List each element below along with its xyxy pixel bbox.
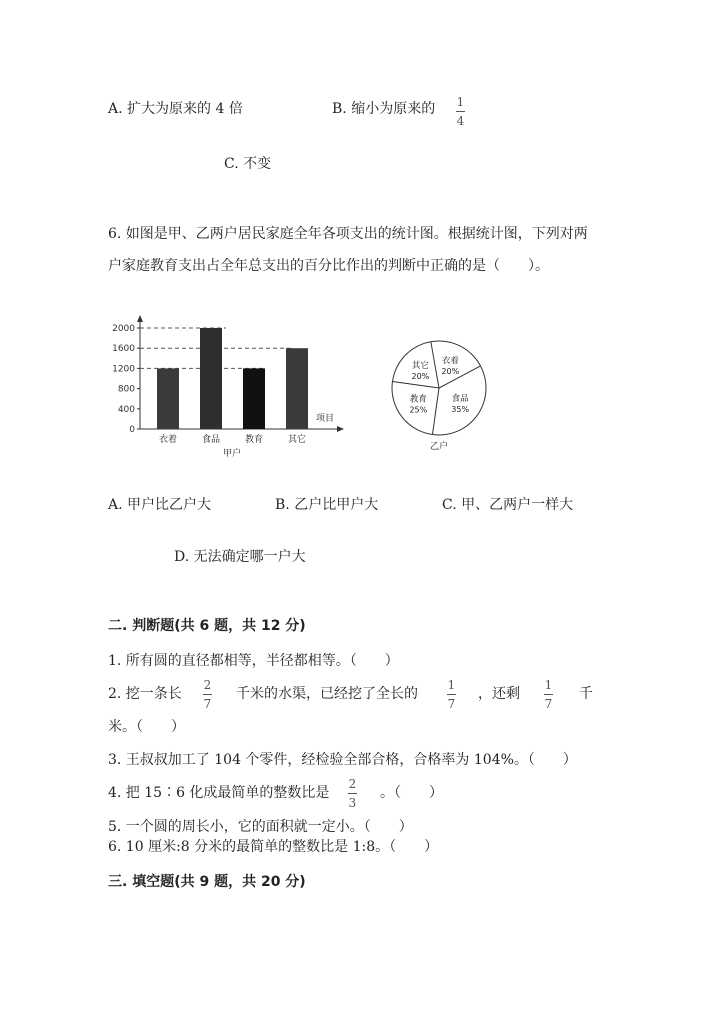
slice-value: 20% (441, 366, 460, 376)
fraction-denominator: 7 (544, 697, 553, 711)
y-tick-label: 1600 (112, 344, 135, 355)
judge-q2-part4: 千 (579, 686, 593, 702)
category-label: 其它 (287, 435, 307, 445)
slice-value: 25% (409, 405, 428, 415)
slice-label-教育: 教育 (409, 394, 427, 405)
judge-q4-part2: 。（ ） (380, 785, 443, 801)
y-tick-label: 1200 (112, 364, 135, 375)
q6-option-b: B. 乙户比甲户大 (275, 497, 379, 513)
judge-q2-part1: 2. 挖一条长 (108, 686, 182, 702)
q6-stem-line2: 户家庭教育支出占全年总支出的百分比作出的判断中正确的是（ ）。 (108, 258, 549, 274)
section3-title: 三. 填空题(共 9 题，共 20 分) (108, 874, 306, 890)
judge-q2-part2: 千米的水渠，已经挖了全长的 (236, 686, 418, 702)
x-axis-arrow-icon (337, 426, 344, 432)
category-label: 教育 (244, 435, 264, 445)
category-label: 食品 (201, 435, 221, 445)
q6-option-c: C. 甲、乙两户一样大 (442, 497, 574, 513)
judge-q1: 1. 所有圆的直径都相等，半径都相等。（ ） (108, 653, 399, 669)
q5-option-b: B. 缩小为原来的 (332, 101, 436, 117)
fraction-numerator: 1 (447, 678, 456, 692)
judge-q2-part5: 米。（ ） (108, 719, 185, 735)
q6-option-d: D. 无法确定哪一户大 (174, 549, 306, 565)
y-tick-label: 800 (117, 384, 135, 395)
category-label: 衣着 (158, 435, 178, 445)
fraction-denominator: 7 (447, 697, 456, 711)
q6-option-a: A. 甲户比乙户大 (108, 497, 212, 513)
fraction-denominator: 4 (456, 114, 465, 128)
judge-q6: 6. 10 厘米:8 分米的最简单的整数比是 1:8。（ ） (108, 839, 439, 855)
slice-label-食品: 食品 (451, 393, 469, 404)
y-tick-label: 2000 (112, 324, 135, 334)
q5-option-c: C. 不变 (224, 156, 272, 172)
fraction-denominator: 7 (203, 697, 212, 711)
section2-title: 二. 判断题(共 6 题，共 12 分) (108, 618, 306, 634)
bar-食品 (200, 328, 222, 429)
q5-option-a: A. 扩大为原来的 4 倍 (108, 101, 243, 117)
pie-chart-yi (390, 340, 500, 455)
y-tick-label: 0 (129, 425, 135, 435)
fraction-denominator: 3 (348, 796, 357, 810)
x-axis-title: 甲户 (222, 449, 242, 459)
judge-q2-fraction1 (203, 678, 212, 711)
pie-title: 乙户 (429, 442, 449, 452)
x-axis-unit-label: 项目 (316, 414, 335, 424)
judge-q3: 3. 王叔叔加工了 104 个零件，经检验全部合格，合格率为 104%。（ ） (108, 752, 577, 768)
judge-q5: 5. 一个圆的周长小，它的面积就一定小。（ ） (108, 819, 413, 835)
judge-q2-fraction2 (447, 678, 456, 711)
judge-q4-fraction (348, 777, 357, 810)
slice-label-衣着: 衣着 (441, 355, 459, 366)
fraction-numerator: 1 (544, 678, 553, 692)
bar-衣着 (157, 368, 179, 429)
bar-其它 (286, 348, 308, 429)
slice-value: 35% (451, 404, 470, 414)
slice-value: 20% (411, 372, 430, 382)
fraction-numerator: 1 (456, 95, 465, 109)
judge-q2-part3: ，还剩 (478, 686, 520, 702)
q5-option-b-fraction (456, 95, 465, 128)
judge-q4-part1: 4. 把 15∶6 化成最简单的整数比是 (108, 785, 330, 801)
slice-label-其它: 其它 (411, 361, 429, 372)
fraction-numerator: 2 (203, 678, 212, 692)
y-axis-arrow-icon (137, 315, 143, 322)
fraction-numerator: 2 (348, 777, 357, 791)
y-tick-label: 400 (117, 404, 135, 415)
bar-chart-jia (108, 312, 358, 462)
q6-stem-line1: 6. 如图是甲、乙两户居民家庭全年各项支出的统计图。根据统计图，下列对两 (108, 226, 588, 242)
judge-q2-fraction3 (544, 678, 553, 711)
bar-教育 (243, 368, 265, 429)
